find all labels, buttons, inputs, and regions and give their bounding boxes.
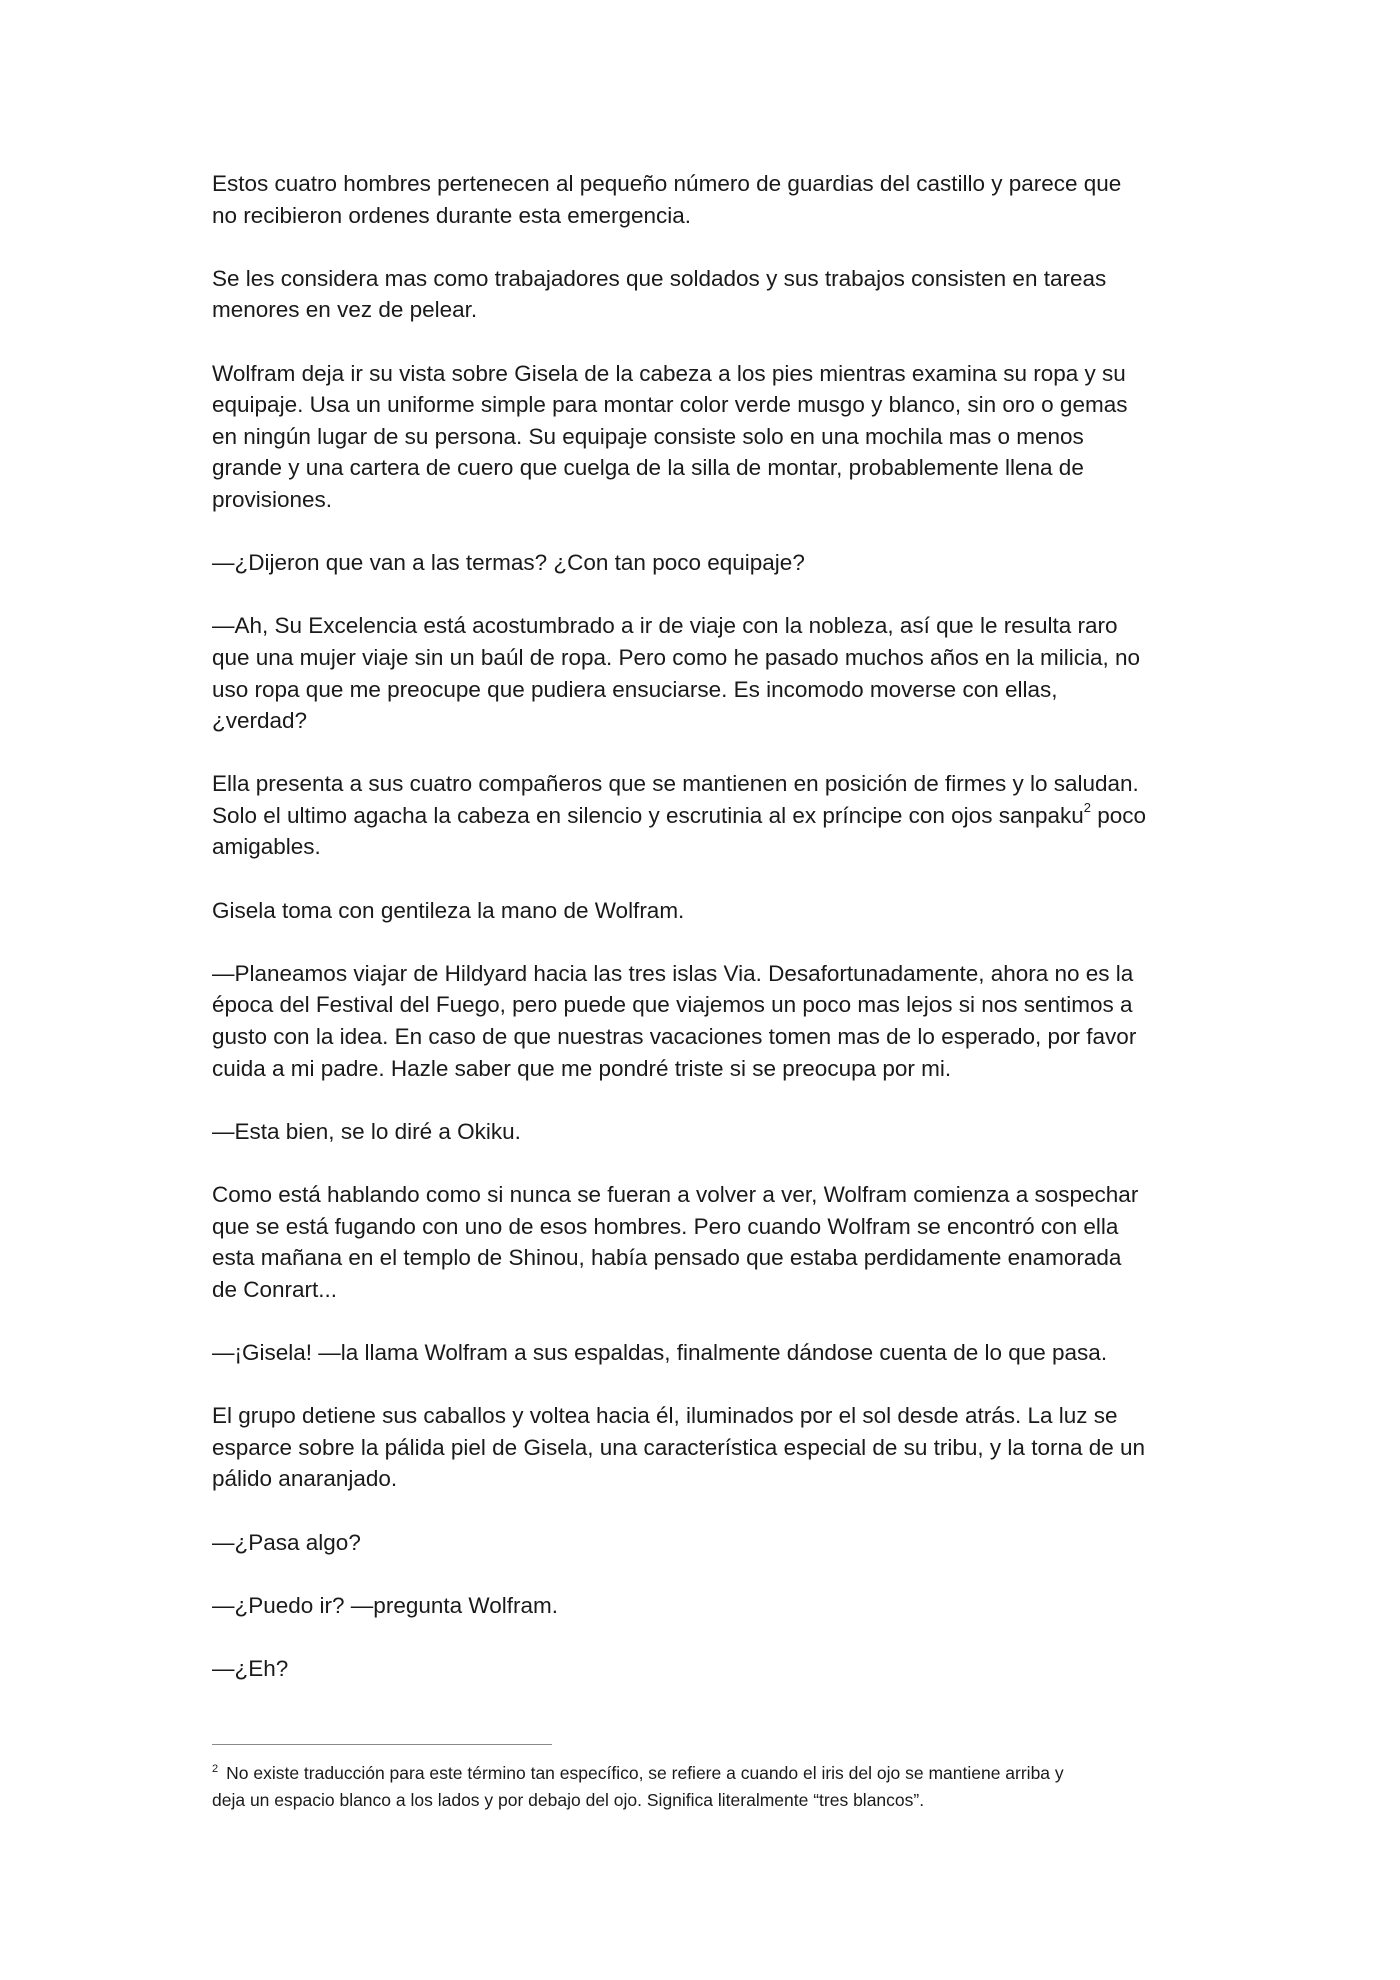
paragraph-text: Ella presenta a sus cuatro compañeros que se mantienen en posición de firmes y lo saludan. Solo el ultimo agacha la cabeza en silencio y escrutinia al ex príncipe con ojos sanpaku bbox=[212, 771, 1139, 828]
paragraph: —¡Gisela! —la llama Wolfram a sus espaldas, finalmente dándose cuenta de lo que pasa. bbox=[212, 1339, 1108, 1365]
paragraph: Gisela toma con gentileza la mano de Wolfram. bbox=[212, 897, 685, 923]
paragraph: —Ah, Su Excelencia está acostumbrado a ir de viaje con la nobleza, así que le resulta raro que una mujer viaje sin un baúl de ropa. Pero como he pasado muchos años en la milicia, no uso ropa que me preocupe que pudiera ensuciarse. Es incomodo moverse con ellas, ¿verdad? bbox=[212, 613, 1141, 734]
paragraph: —Esta bien, se lo diré a Okiku. bbox=[212, 1118, 521, 1144]
paragraph: Estos cuatro hombres pertenecen al pequeño número de guardias del castillo y parece que no recibieron ordenes durante esta emergencia. bbox=[212, 171, 1122, 228]
paragraph: —¿Eh? bbox=[212, 1655, 289, 1681]
paragraph: Se les considera mas como trabajadores que soldados y sus trabajos consisten en tareas menores en vez de pelear. bbox=[212, 265, 1107, 323]
paragraph: —¿Puedo ir? —pregunta Wolfram. bbox=[212, 1592, 558, 1618]
footnote-text: No existe traducción para este término tan específico, se refiere a cuando el iris del ojo se mantiene arriba y deja un espacio blanco a los lados y por debajo del ojo. Significa literalmente “tres blancos”. bbox=[212, 1763, 1064, 1810]
footnote-separator bbox=[212, 1744, 552, 1745]
paragraph-text-after-ref: poco amigables. bbox=[212, 802, 1147, 860]
paragraph: —¿Dijeron que van a las termas? ¿Con tan poco equipaje? bbox=[212, 550, 805, 576]
footnote-marker: 2 bbox=[212, 1763, 219, 1776]
footnote bbox=[212, 1760, 1202, 1814]
body-text bbox=[212, 168, 1202, 1685]
paragraph: —Planeamos viajar de Hildyard hacia las tres islas Via. Desafortunadamente, ahora no es la época del Festival del Fuego, pero puede que viajemos un poco mas lejos si nos sentimos a gusto con la idea. En caso de que nuestras vacaciones tomen mas de lo esperado, por favor cuida a mi padre. Hazle saber que me pondré triste si se preocupa por mi. bbox=[212, 960, 1137, 1081]
paragraph: Como está hablando como si nunca se fueran a volver a ver, Wolfram comienza a sospechar que se está fugando con uno de esos hombres. Pero cuando Wolfram se encontró con ella esta mañana en el templo de Shinou, había pensado que estaba perdidamente enamorada de Conrart... bbox=[212, 1182, 1139, 1302]
paragraph-with-footnote-ref bbox=[212, 768, 1202, 863]
paragraph: —¿Pasa algo? bbox=[212, 1529, 361, 1555]
paragraph: Wolfram deja ir su vista sobre Gisela de la cabeza a los pies mientras examina su ropa y su equipaje. Usa un uniforme simple para montar color verde musgo y blanco, sin oro o gemas en ningún lugar de su persona. Su equipaje consiste solo en una mochila mas o menos grande y una cartera de cuero que cuelga de la silla de montar, probablemente llena de provisiones. bbox=[212, 360, 1128, 512]
footnote-reference: 2 bbox=[1083, 800, 1091, 816]
paragraph: El grupo detiene sus caballos y voltea hacia él, iluminados por el sol desde atrás. La luz se esparce sobre la pálida piel de Gisela, una característica especial de su tribu, y la torna de un pálido anaranjado. bbox=[212, 1403, 1146, 1492]
